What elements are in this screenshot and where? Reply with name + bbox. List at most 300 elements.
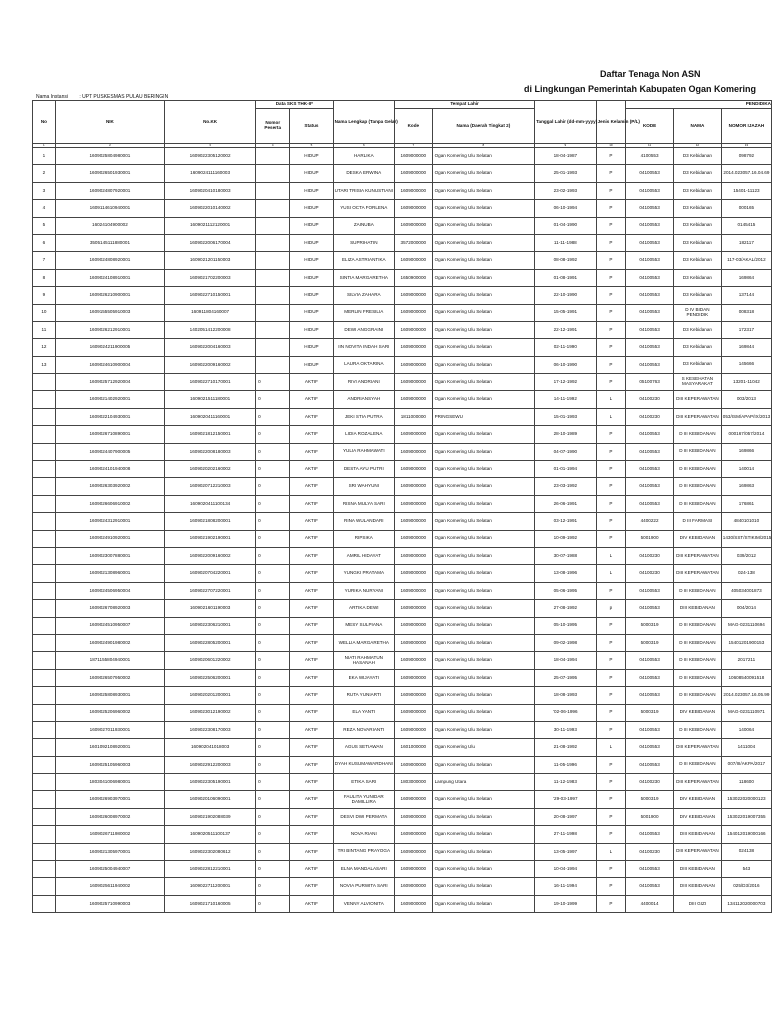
cell-nomor-ijazah: 172317	[721, 321, 771, 338]
cell-status: AKTIF	[290, 878, 333, 895]
cell-kode: 1609000000	[395, 356, 433, 373]
cell-kode: 1609000000	[395, 339, 433, 356]
cell-status: AKTIF	[290, 530, 333, 547]
cell-kode: 1609000000	[395, 756, 433, 773]
cell-jenis-kelamin: P	[596, 687, 626, 704]
cell-nama: LIDIA ROZALENA	[333, 426, 394, 443]
cell-jenis-kelamin: L	[596, 843, 626, 860]
cell-nik: 1609024901980002	[55, 634, 164, 651]
cell-kode: 1609000000	[395, 843, 433, 860]
cell-pendidikan-nama: D III KEBIDANAN	[673, 652, 721, 669]
cell-kode: 3572000000	[395, 234, 433, 251]
cell-pendidikan-nama: DIII KEBIDANAN	[673, 600, 721, 617]
table-row	[33, 669, 772, 686]
cell-no	[33, 617, 56, 634]
cell-nomor-ijazah: 140064	[721, 721, 771, 738]
cell-nik: 1609025611940002	[55, 878, 164, 895]
column-number: 1	[33, 144, 56, 148]
cell-nik: 1609024211900005	[55, 339, 164, 356]
cell-nokk: 1609022010140002	[165, 200, 256, 217]
cell-nomor-ijazah: 182117	[721, 234, 771, 251]
cell-daerah: Ogan Komering Ulu Selatan	[432, 148, 534, 165]
cell-kode: 1609000000	[395, 391, 433, 408]
cell-pendidikan-nama: D III KEBIDANAN	[673, 687, 721, 704]
table-row	[33, 600, 772, 617]
cell-pendidikan-nama: D III KEBIDANAN	[673, 478, 721, 495]
cell-nomor-ijazah: 039/2012	[721, 547, 771, 564]
cell-nik: 1871155804940001	[55, 652, 164, 669]
cell-jenis-kelamin: P	[596, 652, 626, 669]
cell-daerah: Ogan Komering Ulu Selatan	[432, 530, 534, 547]
cell-nama: RIPSIKA	[333, 530, 394, 547]
cell-nama: EKA WIJAYATI	[333, 669, 394, 686]
col-kode: Kode	[395, 109, 433, 144]
cell-jenis-kelamin: P	[596, 356, 626, 373]
column-number: 10	[596, 144, 626, 148]
cell-pendidikan-kode: 04100230	[626, 774, 674, 791]
instansi-value: : UPT PUSKESMAS PULAU BERINGIN	[79, 94, 169, 100]
cell-nama: ETIKA SARI	[333, 774, 394, 791]
cell-nomor-peserta	[256, 269, 290, 286]
cell-jenis-kelamin: P	[596, 478, 626, 495]
cell-nokk: 1609022308170003	[165, 721, 256, 738]
cell-status: HIDUP	[290, 339, 333, 356]
cell-pendidikan-kode: 5000319	[626, 704, 674, 721]
cell-nokk: 1402051412200008	[165, 321, 256, 338]
cell-daerah: Ogan Komering Ulu Selatan	[432, 878, 534, 895]
cell-status: AKTIF	[290, 861, 333, 878]
cell-nama: DESTA AYU PUTRI	[333, 461, 394, 478]
cell-pendidikan-kode: 4400222	[626, 513, 674, 530]
cell-status: AKTIF	[290, 582, 333, 599]
cell-nama: ELA YANTI	[333, 704, 394, 721]
cell-pendidikan-kode: 04100553	[626, 600, 674, 617]
cell-tanggal-lahir: 23-03-1992	[535, 478, 596, 495]
cell-daerah: Ogan Komering Ulu Selatan	[432, 600, 534, 617]
cell-nomor-peserta	[256, 182, 290, 199]
cell-kode: 1609000000	[395, 652, 433, 669]
cell-jenis-kelamin: P	[596, 582, 626, 599]
cell-daerah: Ogan Komering Ulu Selatan	[432, 374, 534, 391]
table-row	[33, 478, 772, 495]
cell-nik: 1609024506950004	[55, 582, 164, 599]
cell-daerah: Ogan Komering Ulu Selatan	[432, 861, 534, 878]
cell-pendidikan-nama: D3 Kebidanan	[673, 269, 721, 286]
cell-nomor-peserta: 0	[256, 600, 290, 617]
group-sks: Data SKS THK-II*	[256, 101, 333, 109]
cell-pendidikan-kode: 04100553	[626, 217, 674, 234]
cell-kode: 1609000000	[395, 443, 433, 460]
cell-no	[33, 478, 56, 495]
cell-no: 13	[33, 356, 56, 373]
cell-status: HIDUP	[290, 269, 333, 286]
cell-nomor-ijazah: 154012019000166	[721, 826, 771, 843]
cell-pendidikan-kode: 04100553	[626, 721, 674, 738]
cell-status: AKTIF	[290, 617, 333, 634]
cell-daerah: Ogan Komering Ulu Selatan	[432, 182, 534, 199]
cell-no	[33, 495, 56, 512]
cell-kode: 1650900000	[395, 269, 433, 286]
column-number: 3	[165, 144, 256, 148]
cell-nik: 1609025004940007	[55, 861, 164, 878]
cell-pendidikan-nama: D3 Kebidanan	[673, 182, 721, 199]
cell-nomor-peserta: 0	[256, 495, 290, 512]
employee-table	[32, 100, 772, 913]
cell-nokk: 1609023012190002	[165, 704, 256, 721]
cell-nik: 1609021305970001	[55, 843, 164, 860]
cell-nomor-peserta: 0	[256, 861, 290, 878]
cell-nomor-ijazah: 025/D3/2016	[721, 878, 771, 895]
cell-nomor-ijazah: 053/ISM/APAP/IX/2013	[721, 408, 771, 425]
cell-nomor-ijazah: 140014	[721, 461, 771, 478]
cell-nomor-ijazah: 024-138	[721, 565, 771, 582]
cell-pendidikan-nama: DIII GIZI	[673, 895, 721, 912]
cell-tanggal-lahir: 27-11-1998	[535, 826, 596, 843]
cell-nama: DEWI ANGGRAINI	[333, 321, 394, 338]
cell-jenis-kelamin: P	[596, 200, 626, 217]
cell-nokk: 1609020511100137	[165, 826, 256, 843]
cell-nomor-ijazah: MAG-0231110694	[721, 617, 771, 634]
cell-nokk: 1609022506200001	[165, 669, 256, 686]
cell-kode: 1609000000	[395, 513, 433, 530]
cell-daerah: Ogan Komering Ulu Selatan	[432, 165, 534, 182]
cell-nomor-peserta: 0	[256, 826, 290, 843]
cell-tanggal-lahir: 21-08-1992	[535, 739, 596, 756]
cell-tanggal-lahir: 13-05-1997	[535, 843, 596, 860]
cell-pendidikan-nama: D III KEBIDANAN	[673, 669, 721, 686]
cell-nama: AMRIL HIDAYAT	[333, 547, 394, 564]
column-number: 7	[395, 144, 433, 148]
cell-nokk: 1609020411160001	[165, 408, 256, 425]
table-row	[33, 513, 772, 530]
cell-no	[33, 826, 56, 843]
table-row	[33, 530, 772, 547]
cell-nik: 1609025105960003	[55, 756, 164, 773]
cell-pendidikan-nama: D3 Kebidanan	[673, 165, 721, 182]
cell-nomor-peserta: 0	[256, 808, 290, 825]
cell-status: HIDUP	[290, 252, 333, 269]
cell-nomor-peserta	[256, 356, 290, 373]
cell-tanggal-lahir: 10-09-1992	[535, 530, 596, 547]
cell-nomor-ijazah: 153022020000123	[721, 791, 771, 808]
cell-nomor-ijazah: 15401-11123	[721, 182, 771, 199]
cell-jenis-kelamin: P	[596, 165, 626, 182]
cell-daerah: Ogan Komering Ulu Selatan	[432, 895, 534, 912]
cell-nomor-ijazah: 1411004	[721, 739, 771, 756]
cell-daerah: Ogan Komering Ulu Selatan	[432, 461, 534, 478]
table-row	[33, 304, 772, 321]
cell-pendidikan-kode: 5000319	[626, 617, 674, 634]
cell-kode: 1609000000	[395, 478, 433, 495]
cell-pendidikan-kode: 4100553	[626, 148, 674, 165]
cell-status: HIDUP	[290, 165, 333, 182]
cell-nokk: 1609021511180001	[165, 391, 256, 408]
cell-status: HIDUP	[290, 321, 333, 338]
cell-status: AKTIF	[290, 843, 333, 860]
cell-nokk: 1609022710150001	[165, 287, 256, 304]
cell-nama: YUNGKI PRATAMA	[333, 565, 394, 582]
cell-nomor-peserta: 0	[256, 739, 290, 756]
cell-pendidikan-kode: 04100553	[626, 287, 674, 304]
cell-kode: 1609000000	[395, 634, 433, 651]
cell-status: AKTIF	[290, 495, 333, 512]
col-tanggal-lahir: Tanggal Lahir (dd-mm-yyyy)	[535, 101, 596, 144]
cell-nomor-peserta	[256, 234, 290, 251]
cell-jenis-kelamin: P	[596, 287, 626, 304]
cell-pendidikan-kode: 04100230	[626, 565, 674, 582]
cell-nomor-ijazah: 098792	[721, 148, 771, 165]
cell-status: AKTIF	[290, 791, 333, 808]
cell-nik: 1609026708920003	[55, 600, 164, 617]
cell-daerah: Ogan Komering Ulu Selatan	[432, 687, 534, 704]
document-subtitle: di Lingkungan Pemerintah Kabupaten Ogan Komering	[524, 84, 757, 94]
cell-tanggal-lahir: 13-08-1996	[535, 565, 596, 582]
cell-pendidikan-kode: 04100553	[626, 234, 674, 251]
cell-daerah: Ogan Komering Ulu Selatan	[432, 443, 534, 460]
cell-status: AKTIF	[290, 443, 333, 460]
cell-tanggal-lahir: '29-03-1997	[535, 791, 596, 808]
cell-nik: 1803041006980001	[55, 774, 164, 791]
cell-pendidikan-nama: D III KEBIDANAN	[673, 721, 721, 738]
cell-nokk: 1609021902190001	[165, 530, 256, 547]
cell-jenis-kelamin: P	[596, 443, 626, 460]
cell-no	[33, 408, 56, 425]
cell-tanggal-lahir: 15-05-1991	[535, 304, 596, 321]
cell-pendidikan-nama: DIII KEPERAWATAN	[673, 774, 721, 791]
cell-nomor-ijazah: 117-03/AKAL/2012	[721, 252, 771, 269]
cell-nokk: 1609022008180003	[165, 443, 256, 460]
cell-nama: ARTIKA DEWI	[333, 600, 394, 617]
cell-jenis-kelamin: P	[596, 826, 626, 843]
cell-nama: SRI WAHYUNI	[333, 478, 394, 495]
cell-kode: 1601000000	[395, 739, 433, 756]
cell-nomor-ijazah: 118600	[721, 774, 771, 791]
cell-daerah: Ogan Komering Ulu Selatan	[432, 391, 534, 408]
cell-status: HIDUP	[290, 287, 333, 304]
table-row	[33, 426, 772, 443]
cell-nama: NOVIA PURWITA SARI	[333, 878, 394, 895]
cell-daerah: Ogan Komering Ulu Selatan	[432, 269, 534, 286]
table-row	[33, 704, 772, 721]
cell-nik: 1609026303920002	[55, 478, 164, 495]
cell-daerah: Lampung Utara	[432, 774, 534, 791]
cell-nama: NIATI RAHMATUN HASANAH	[333, 652, 394, 669]
cell-pendidikan-nama: D IV BIDAN PENDIDIK	[673, 304, 721, 321]
cell-nomor-peserta: 0	[256, 443, 290, 460]
cell-nik: 1601092108920001	[55, 739, 164, 756]
cell-nomor-ijazah: 153022019007355	[721, 808, 771, 825]
cell-pendidikan-kode: 04100553	[626, 861, 674, 878]
cell-nomor-peserta: 0	[256, 756, 290, 773]
group-pendidikan: PENDIDIKA	[626, 101, 772, 109]
cell-nomor-ijazah: 145666	[721, 356, 771, 373]
cell-nama: IIN NOVITA INDAH SARI	[333, 339, 394, 356]
cell-daerah: Ogan Komering Ulu Selatan	[432, 478, 534, 495]
cell-nama: DESVI DWI PERMATA	[333, 808, 394, 825]
cell-pendidikan-nama: D III KEBIDANAN	[673, 634, 721, 651]
cell-daerah: Ogan Komering Ulu Selatan	[432, 582, 534, 599]
col-pendidikan-nama: NAMA	[673, 109, 721, 144]
cell-no	[33, 791, 56, 808]
table-row	[33, 269, 772, 286]
cell-nokk: 1609022707220001	[165, 582, 256, 599]
cell-nama: ANDRIANSYAH	[333, 391, 394, 408]
cell-nik: 1609023007880001	[55, 547, 164, 564]
cell-kode: 1609000000	[395, 200, 433, 217]
cell-nama: WELLIA MARGARETHA	[333, 634, 394, 651]
cell-pendidikan-kode: 04100553	[626, 165, 674, 182]
cell-pendidikan-kode: 04100553	[626, 739, 674, 756]
cell-nama: HARLIKA	[333, 148, 394, 165]
cell-pendidikan-kode: 04100553	[626, 443, 674, 460]
cell-kode: 1609000000	[395, 304, 433, 321]
column-number: 4	[256, 144, 290, 148]
cell-no: 5	[33, 217, 56, 234]
cell-nokk: 1609021902088039	[165, 808, 256, 825]
cell-status: AKTIF	[290, 513, 333, 530]
cell-nokk: 1609022710170001	[165, 374, 256, 391]
cell-no	[33, 739, 56, 756]
cell-nomor-ijazah: 137144	[721, 287, 771, 304]
cell-nik: 3505145111880001	[55, 234, 164, 251]
cell-nomor-peserta: 0	[256, 652, 290, 669]
cell-daerah: Ogan Komering Ulu Selatan	[432, 756, 534, 773]
cell-nik: 1609025804980001	[55, 148, 164, 165]
cell-nomor-ijazah: 2017211	[721, 652, 771, 669]
cell-kode: 1609000000	[395, 374, 433, 391]
cell-tanggal-lahir: 22-12-1991	[535, 321, 596, 338]
cell-nomor-ijazah: 004/2014	[721, 600, 771, 617]
table-row	[33, 339, 772, 356]
cell-pendidikan-kode: 04100553	[626, 669, 674, 686]
cell-kode: 1609000000	[395, 826, 433, 843]
cell-no: 8	[33, 269, 56, 286]
cell-nokk: 1609020201200001	[165, 687, 256, 704]
cell-jenis-kelamin: P	[596, 756, 626, 773]
cell-no	[33, 443, 56, 460]
cell-status: HIDUP	[290, 234, 333, 251]
table-row	[33, 547, 772, 564]
cell-nama: SINTIA MARGARETHA	[333, 269, 394, 286]
cell-jenis-kelamin: P	[596, 495, 626, 512]
cell-nokk: 1609020411100134	[165, 495, 256, 512]
cell-jenis-kelamin: P	[596, 721, 626, 738]
cell-no	[33, 878, 56, 895]
table-row	[33, 391, 772, 408]
cell-nomor-peserta: 0	[256, 461, 290, 478]
cell-nomor-ijazah: 2014.023057.16.04.69	[721, 165, 771, 182]
cell-kode: 1609000000	[395, 287, 433, 304]
cell-pendidikan-nama: DIII KEPERAWATAN	[673, 408, 721, 425]
cell-nik: 1609026210900001	[55, 287, 164, 304]
table-row	[33, 895, 772, 912]
cell-nik: 1609026710890001	[55, 426, 164, 443]
table-row	[33, 182, 772, 199]
cell-tanggal-lahir: 22-10-1990	[535, 287, 596, 304]
cell-nik: 1609026903970001	[55, 791, 164, 808]
cell-nomor-peserta	[256, 321, 290, 338]
cell-no: 1	[33, 148, 56, 165]
cell-nik: 1609024808920001	[55, 252, 164, 269]
cell-pendidikan-nama: D3 Kebidanan	[673, 339, 721, 356]
instansi-label: Nama Instansi	[36, 94, 68, 100]
cell-nomor-ijazah: 405034001873	[721, 582, 771, 599]
cell-nik: 1609026501930001	[55, 165, 164, 182]
table-row	[33, 356, 772, 373]
cell-nama: JEKI STIA PUTRA	[333, 408, 394, 425]
cell-nama: MERLIN FRESILIA	[333, 304, 394, 321]
cell-pendidikan-kode: 04100553	[626, 182, 674, 199]
cell-tanggal-lahir: 06-10-1990	[535, 356, 596, 373]
cell-pendidikan-nama: D3 Kebidanan	[673, 356, 721, 373]
cell-daerah: Ogan Komering Ulu	[432, 739, 534, 756]
cell-jenis-kelamin: L	[596, 565, 626, 582]
cell-nomor-ijazah: 15401201900153	[721, 634, 771, 651]
cell-nomor-peserta: 0	[256, 617, 290, 634]
table-row	[33, 408, 772, 425]
cell-no	[33, 861, 56, 878]
cell-nokk: 1609021201150003	[165, 252, 256, 269]
cell-status: AKTIF	[290, 478, 333, 495]
cell-nik: 1609026507950002	[55, 669, 164, 686]
cell-tanggal-lahir: 03-12-1991	[535, 513, 596, 530]
cell-jenis-kelamin: P	[596, 791, 626, 808]
cell-kode: 1609000000	[395, 687, 433, 704]
cell-nomor-peserta	[256, 165, 290, 182]
cell-no	[33, 600, 56, 617]
cell-kode: 1609000000	[395, 565, 433, 582]
cell-nama: VENNY ALVIONITA	[333, 895, 394, 912]
table-row	[33, 148, 772, 165]
cell-nokk: 1609022805200001	[165, 634, 256, 651]
cell-nokk: 1609021808200001	[165, 513, 256, 530]
table-row	[33, 582, 772, 599]
cell-kode: 1609000000	[395, 165, 433, 182]
cell-nokk: 1609021812150001	[165, 426, 256, 443]
cell-nomor-ijazah: 024138	[721, 843, 771, 860]
cell-nomor-peserta: 0	[256, 565, 290, 582]
cell-no	[33, 669, 56, 686]
cell-daerah: Ogan Komering Ulu Selatan	[432, 704, 534, 721]
cell-nik: 1609026606910002	[55, 495, 164, 512]
cell-nik: 1609027011930001	[55, 721, 164, 738]
cell-kode: 1609000000	[395, 321, 433, 338]
cell-pendidikan-nama: D III KEBIDANAN	[673, 617, 721, 634]
cell-no: 7	[33, 252, 56, 269]
cell-nokk: 1609020202160002	[165, 461, 256, 478]
cell-nokk: 1609020712210003	[165, 478, 256, 495]
cell-no	[33, 808, 56, 825]
cell-nama: YUSI OCTA FORLENA	[333, 200, 394, 217]
cell-nik: 1609024807920001	[55, 182, 164, 199]
cell-nama: AGUS SETIAWAN	[333, 739, 394, 756]
cell-pendidikan-kode: 04100230	[626, 843, 674, 860]
cell-jenis-kelamin: P	[596, 530, 626, 547]
cell-pendidikan-nama: D III KEBIDANAN	[673, 495, 721, 512]
cell-status: AKTIF	[290, 634, 333, 651]
cell-pendidikan-kode: 04100553	[626, 756, 674, 773]
cell-tanggal-lahir: 02-11-1990	[535, 339, 596, 356]
cell-nokk: 1609022009160002	[165, 356, 256, 373]
cell-pendidikan-nama: D3 Kebidanan	[673, 252, 721, 269]
cell-jenis-kelamin: P	[596, 774, 626, 791]
cell-nomor-peserta: 0	[256, 843, 290, 860]
cell-nokk: 160911804160007	[165, 304, 256, 321]
cell-nama: RISNA MULYA SARI	[333, 495, 394, 512]
cell-daerah: Ogan Komering Ulu Selatan	[432, 252, 534, 269]
cell-tanggal-lahir: 25-01-1993	[535, 165, 596, 182]
cell-status: HIDUP	[290, 217, 333, 234]
